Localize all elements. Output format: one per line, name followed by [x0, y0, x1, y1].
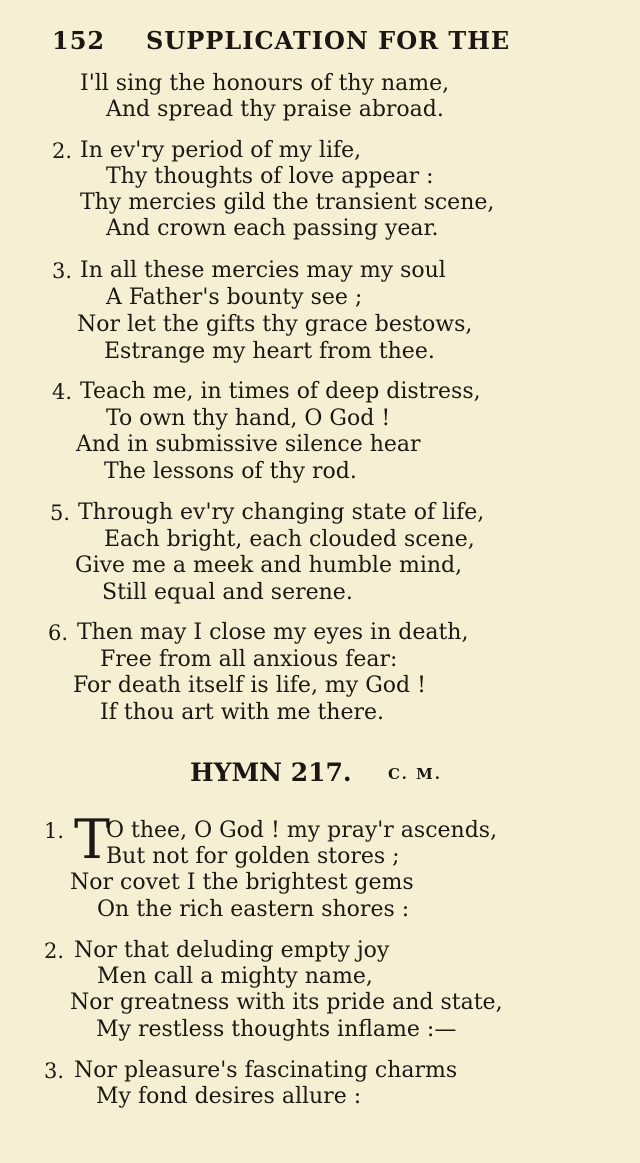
verse-line: And in submissive silence hear	[76, 432, 421, 457]
verse-line: In all these mercies may my soul	[80, 258, 446, 283]
stanza-number: 3.	[44, 1059, 65, 1083]
verse-line: Give me a meek and humble mind,	[75, 553, 463, 578]
verse-line: Then may I close my eyes in death,	[77, 620, 469, 645]
stanza-number: 2.	[52, 139, 73, 163]
verse-line: On the rich eastern shores :	[97, 897, 410, 922]
running-head: SUPPLICATION FOR THE	[146, 26, 511, 55]
verse-line: Nor that deluding empty joy	[74, 938, 390, 963]
verse-line: A Father's bounty see ;	[106, 285, 363, 310]
verse-line: Estrange my heart from thee.	[104, 339, 435, 364]
verse-line: O thee, O God ! my pray'r ascends,	[106, 818, 498, 843]
verse-line: But not for golden stores ;	[106, 844, 400, 869]
verse-line: If thou art with me there.	[100, 700, 385, 725]
stanza-number: 3.	[52, 259, 73, 283]
verse-line: Nor let the gifts thy grace bestows,	[77, 312, 473, 337]
verse-line: My fond desires allure :	[96, 1084, 362, 1109]
verse-line: Teach me, in times of deep distress,	[80, 379, 481, 404]
verse-line: And crown each passing year.	[106, 216, 439, 241]
hymn-title: HYMN 217.	[190, 758, 352, 787]
page-number: 152	[52, 26, 106, 55]
verse-line: Nor pleasure's fascinating charms	[74, 1058, 458, 1083]
drop-cap: T	[74, 808, 111, 871]
hymn-meter: C. M.	[388, 765, 442, 783]
verse-line: Nor covet I the brightest gems	[70, 870, 414, 895]
verse-line: My restless thoughts inflame :—	[96, 1017, 457, 1042]
verse-line: Through ev'ry changing state of life,	[78, 500, 485, 525]
verse-line: Nor greatness with its pride and state,	[70, 990, 503, 1015]
verse-line: The lessons of thy rod.	[104, 459, 357, 484]
stanza-number: 5.	[50, 501, 71, 525]
verse-line: Each bright, each clouded scene,	[104, 527, 475, 552]
stanza-number: 4.	[52, 380, 73, 404]
verse-line: In ev'ry period of my life,	[80, 138, 362, 163]
verse-line: To own thy hand, O God !	[106, 406, 391, 431]
stanza-number: 1.	[44, 819, 65, 843]
verse-line: Free from all anxious fear:	[100, 647, 398, 672]
verse-line: For death itself is life, my God !	[73, 673, 426, 698]
verse-line: I'll sing the honours of thy name,	[80, 71, 450, 96]
page-header	[52, 26, 522, 58]
verse-line: Men call a mighty name,	[97, 964, 373, 989]
verse-line: Thy mercies gild the transient scene,	[80, 190, 495, 215]
stanza-number: 6.	[48, 621, 69, 645]
stanza-number: 2.	[44, 939, 65, 963]
verse-line: Still equal and serene.	[102, 580, 353, 605]
verse-line: And spread thy praise abroad.	[106, 97, 444, 122]
verse-line: Thy thoughts of love appear :	[106, 164, 434, 189]
